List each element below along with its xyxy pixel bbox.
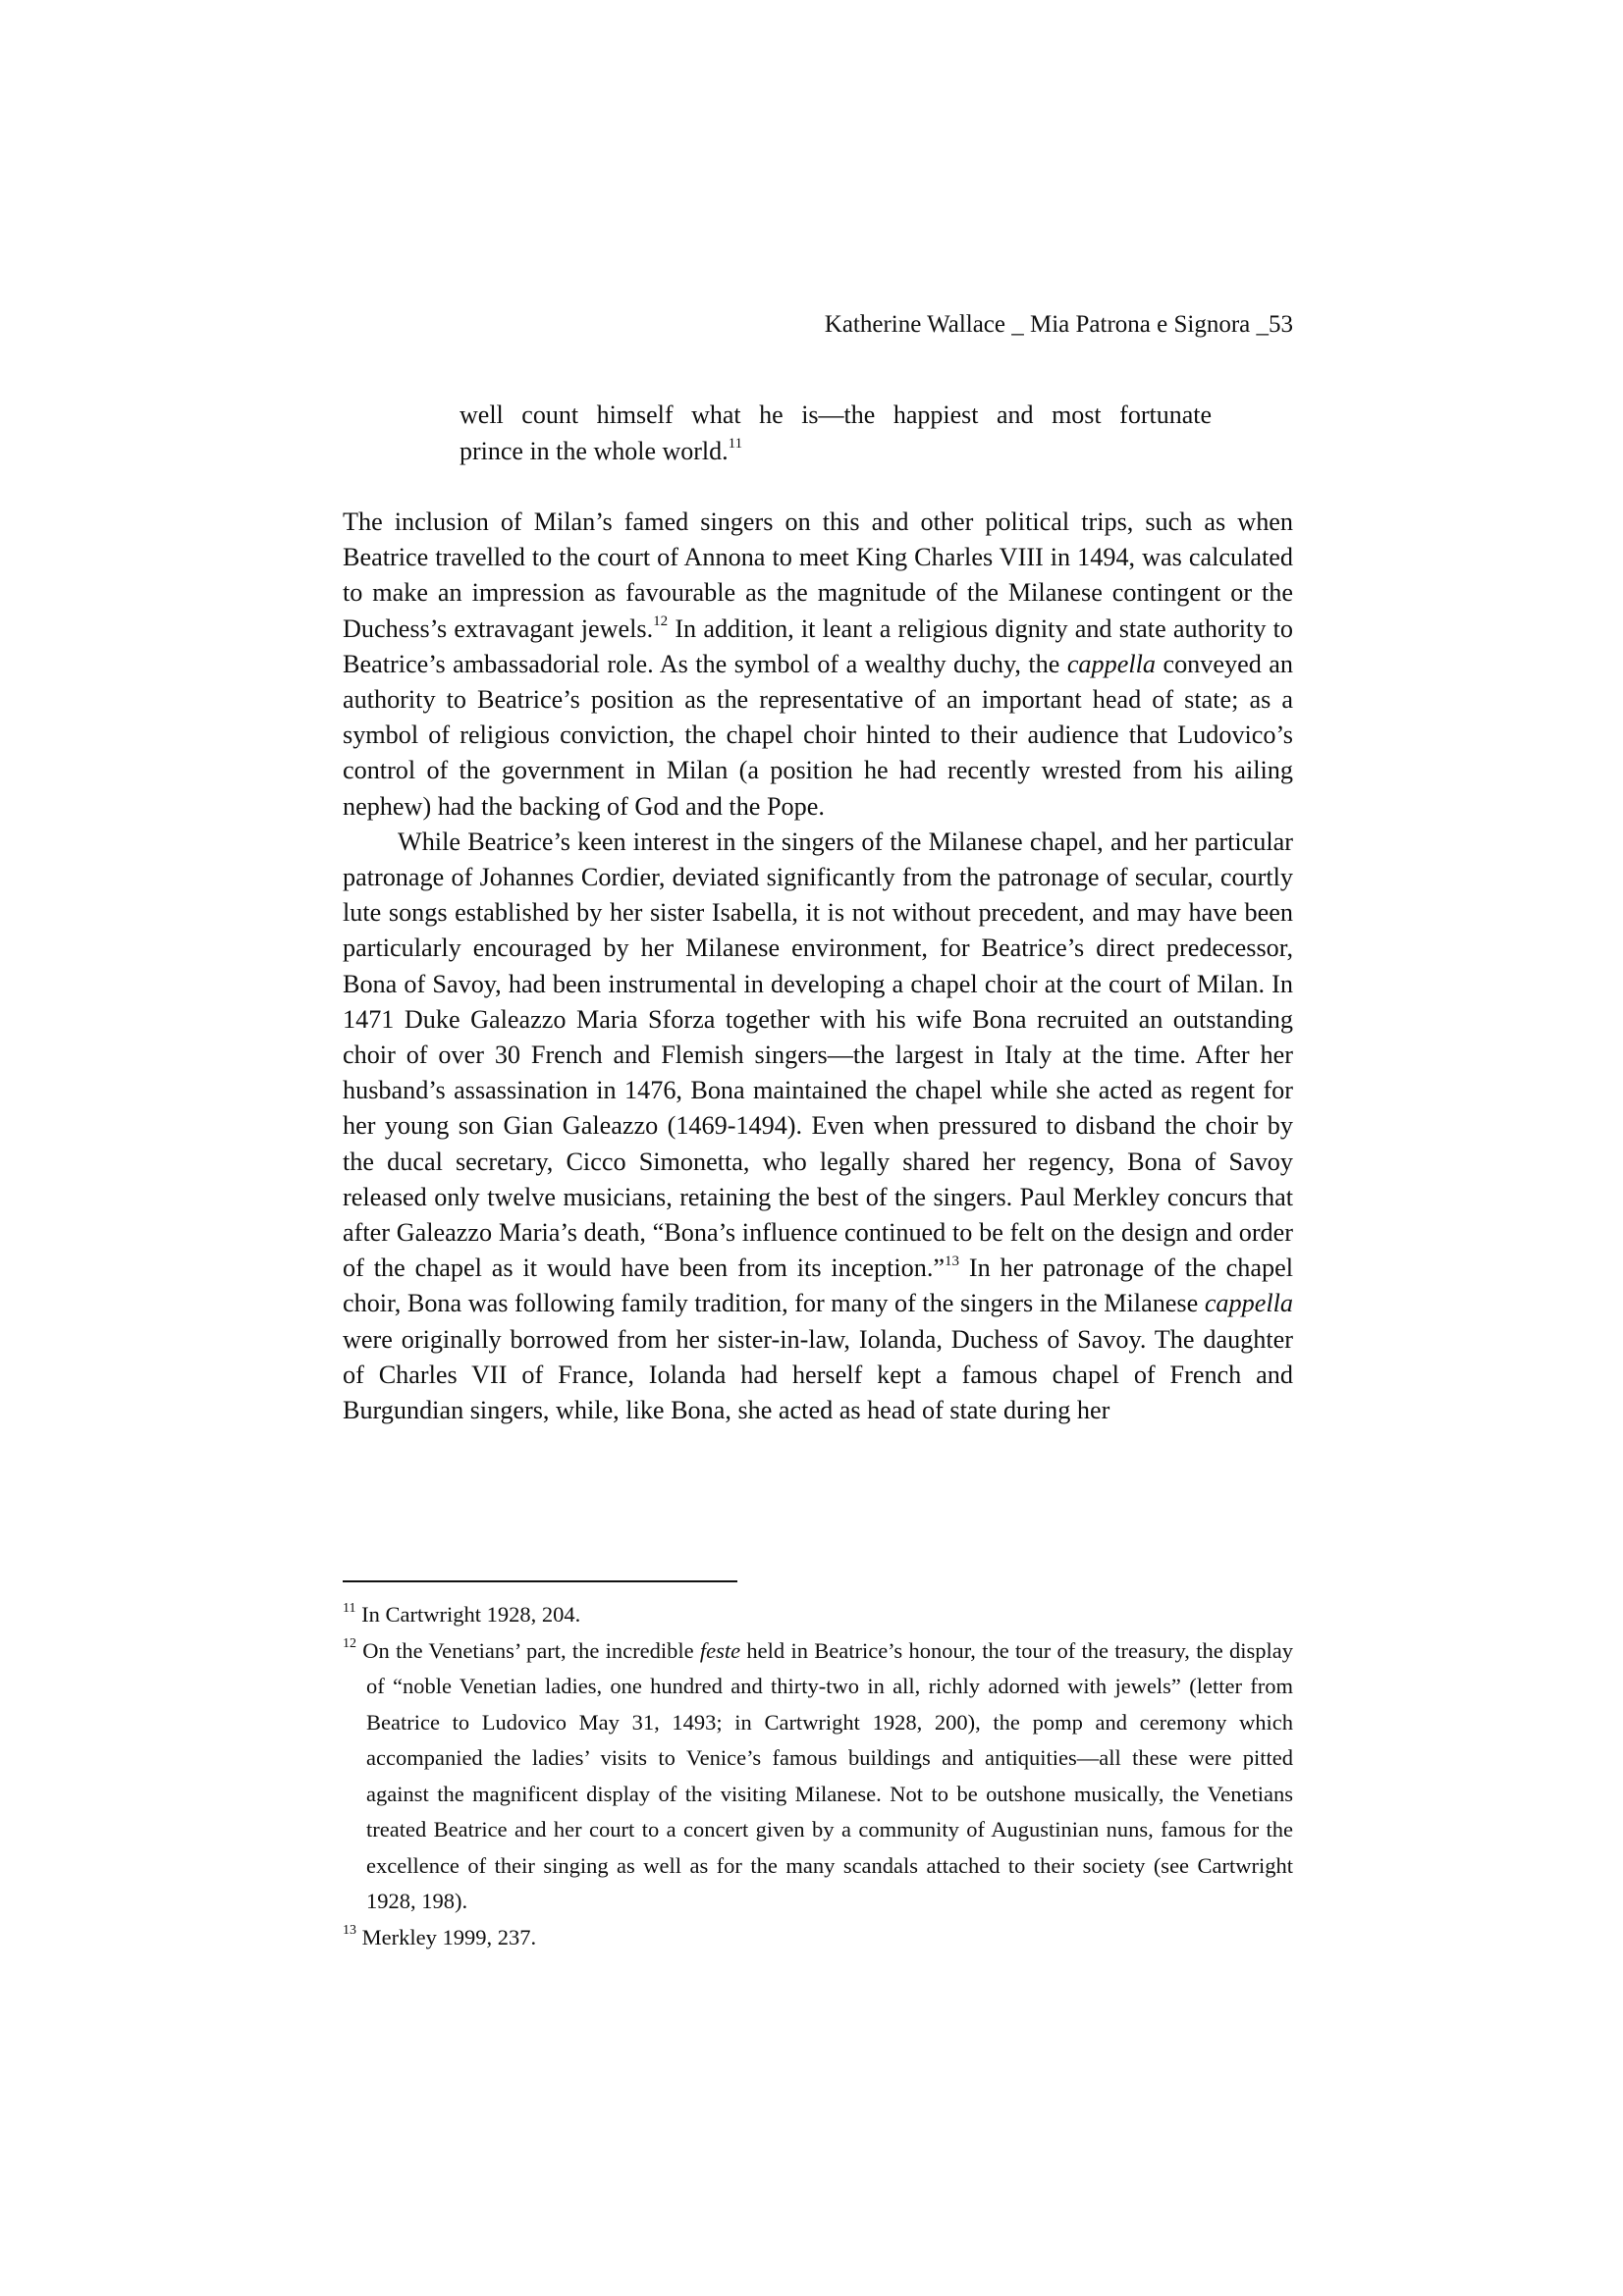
p1-italic-cappella: cappella bbox=[1066, 649, 1156, 678]
p2-text-c: were originally borrowed from her sister-in-law, Iolanda, Duchess of Savoy. The daughter of Charles VII of France, Iolanda had herself kept a famous chapel of French and Burgundian singers, while, like Bona, she acted as head of state during her bbox=[343, 1324, 1293, 1425]
p1-text-c: conveyed an authority to Beatrice’s position as the representative of an important head of state; as a symbol of religious conviction, the chapel choir hinted to their audience that Ludovico’s control of the government in Milan (a position he had recently wrested from his ailing nephew) had the backing of God and the Pope. bbox=[343, 649, 1293, 821]
footnote-12 bbox=[343, 1633, 1293, 1920]
p1-text-b: In addition, it leant a religious dignity and state authority to Beatrice’s ambassadorial role. As the symbol of a wealthy duchy, the bbox=[343, 614, 1293, 678]
running-header: Katherine Wallace _ Mia Patrona e Signora _53 bbox=[824, 311, 1293, 338]
p2-text-b: In her patronage of the chapel choir, Bona was following family tradition, for many of the singers in the Milanese bbox=[343, 1254, 1293, 1318]
footnote-12-text-b: held in Beatrice’s honour, the tour of the treasury, the display of “noble Venetian ladies, one hundred and thirty-two in all, richly adorned with jewels” (letter from Beatrice to Ludovico May 31, 1493; in Cartwright 1928, 200), the pomp and ceremony which accompanied the ladies’ visits to Venice’s famous buildings and antiquities—all these were pitted against the magnificent display of the visiting Milanese. Not to be outshone musically, the Venetians treated Beatrice and her court to a concert given by a community of Augustinian nuns, famous for the excellence of their singing as well as for the many scandals attached to their society (see Cartwright 1928, 198). bbox=[366, 1637, 1293, 1913]
footnote-11 bbox=[343, 1597, 1293, 1633]
footnote-12-text-a: On the Venetians’ part, the incredible bbox=[356, 1637, 700, 1663]
footnote-13-text: Merkley 1999, 237. bbox=[356, 1924, 537, 1949]
footnotes bbox=[343, 1597, 1293, 1955]
footnote-ref-12[interactable]: 12 bbox=[653, 613, 669, 629]
footnote-ref-11[interactable]: 11 bbox=[728, 435, 743, 452]
p1-text-a: The inclusion of Milan’s famed singers on this and other political trips, such as when Beatrice travelled to the court of Annona to meet King Charles VIII in 1494, was calculated to make an impression as favourable as the magnitude of the Milanese contingent or the Duchess’s extravagant jewels. bbox=[343, 507, 1293, 643]
body-text bbox=[343, 505, 1293, 1428]
footnote-ref-13[interactable]: 13 bbox=[945, 1253, 960, 1269]
p2-italic-cappella: cappella bbox=[1204, 1289, 1293, 1318]
paragraph-2 bbox=[343, 825, 1293, 1428]
paragraph-1 bbox=[343, 505, 1293, 825]
footnote-13-number: 13 bbox=[343, 1923, 356, 1938]
footnote-12-italic-feste: feste bbox=[699, 1637, 741, 1663]
block-quote bbox=[460, 398, 1212, 469]
footnote-11-number: 11 bbox=[343, 1600, 356, 1616]
footnote-12-number: 12 bbox=[343, 1636, 356, 1651]
footnote-11-text: In Cartwright 1928, 204. bbox=[355, 1602, 581, 1627]
quote-line-1: well count himself what he is—the happiest and most fortunate bbox=[460, 400, 1212, 429]
footnote-13 bbox=[343, 1920, 1293, 1956]
footnote-separator bbox=[343, 1580, 737, 1582]
quote-line-2 bbox=[460, 434, 1212, 470]
quote-line-2-text: prince in the whole world. bbox=[460, 436, 729, 465]
p2-text-a: While Beatrice’s keen interest in the singers of the Milanese chapel, and her particular patronage of Johannes Cordier, deviated significantly from the patronage of secular, courtly lute songs established by her sister Isabella, it is not without precedent, and may have been particularly encouraged by her Milanese environment, for Beatrice’s direct predecessor, Bona of Savoy, had been instrumental in developing a chapel choir at the court of Milan. In 1471 Duke Galeazzo Maria Sforza together with his wife Bona recruited an outstanding choir of over 30 French and Flemish singers—the largest in Italy at the time. After her husband’s assassination in 1476, Bona maintained the chapel while she acted as regent for her young son Gian Galeazzo (1469-1494). Even when pressured to disband the choir by the ducal secretary, Cicco Simonetta, who legally shared her regency, Bona of Savoy released only twelve musicians, retaining the best of the singers. Paul Merkley concurs that after Galeazzo Maria’s death, “Bona’s influence continued to be felt on the design and order of the chapel as it would have been from its inception.” bbox=[343, 827, 1293, 1283]
